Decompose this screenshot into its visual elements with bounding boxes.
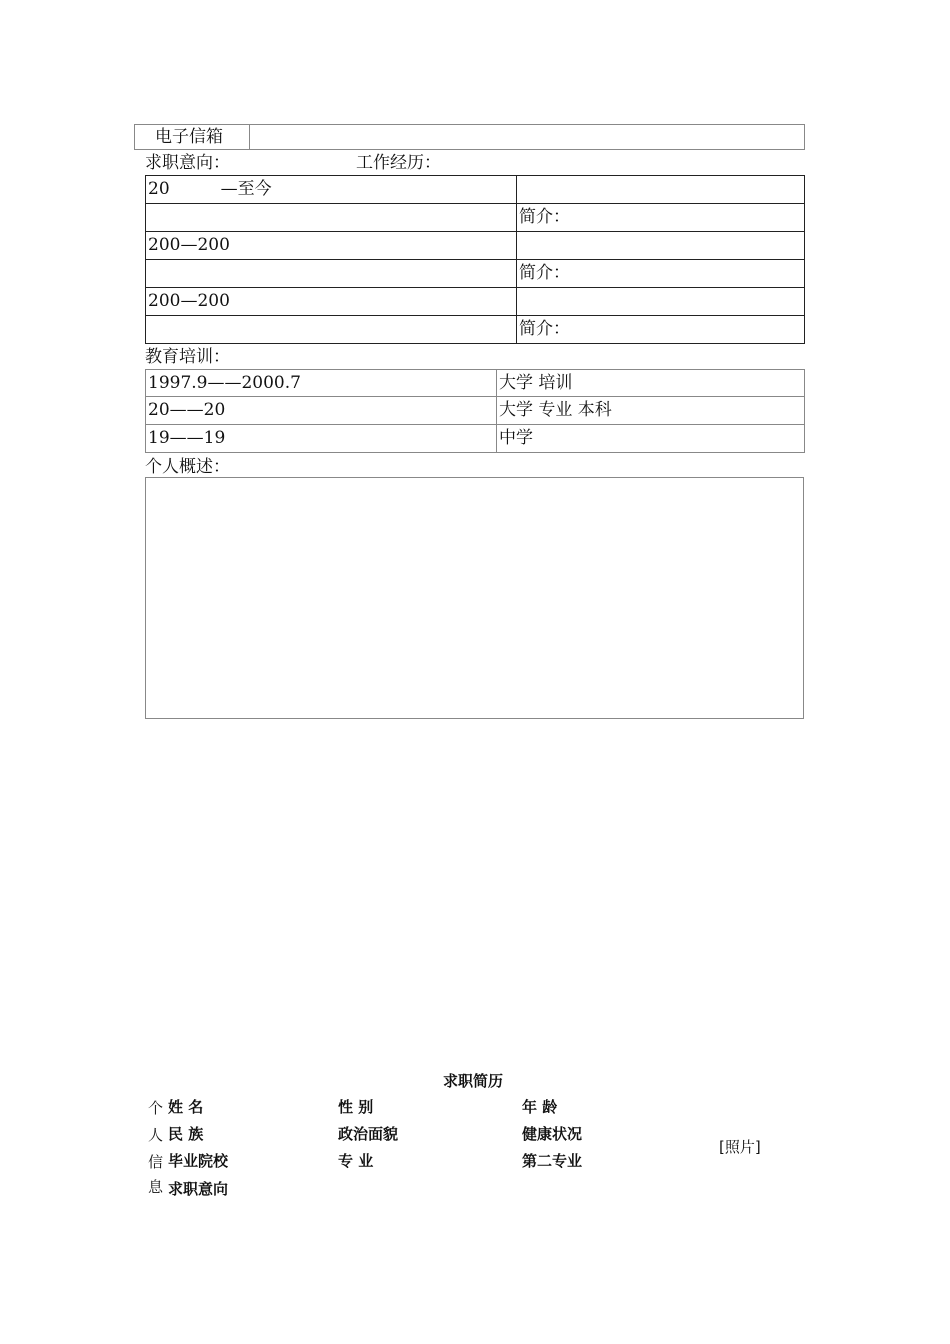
- side-label-char: 个: [148, 1099, 164, 1117]
- personal-summary-text: [146, 478, 803, 490]
- work-entry-company: [517, 288, 804, 315]
- job-intention-field-label: 求职意向: [168, 1180, 229, 1198]
- work-entry-detail: [146, 204, 516, 231]
- side-label-char: 人: [148, 1126, 164, 1144]
- resume-title: 求职简历: [443, 1072, 504, 1090]
- personal-summary-label: 个人概述：: [145, 457, 230, 477]
- email-row-divider: [249, 124, 250, 149]
- work-entry-detail: [146, 316, 516, 343]
- work-entry-period: 200—200: [148, 291, 230, 311]
- edu-table-line: [145, 452, 805, 453]
- work-entry-period: 20 —至今: [148, 179, 272, 199]
- work-entry-period: 200—200: [148, 235, 230, 255]
- political-status-field-label: 政治面貌: [338, 1125, 399, 1143]
- second-major-field-label: 第二专业: [522, 1152, 583, 1170]
- work-entry-detail: [146, 260, 516, 287]
- personal-summary-box[interactable]: [145, 477, 804, 719]
- email-row-left-border: [134, 124, 135, 149]
- work-entry-company: [517, 176, 804, 203]
- health-field-label: 健康状况: [522, 1125, 583, 1143]
- gender-field-label: 性 别: [338, 1098, 374, 1116]
- edu-description: 大学 专业 本科: [499, 400, 612, 420]
- work-entry-company: [517, 232, 804, 259]
- work-table-line: [804, 175, 805, 343]
- side-label-char: 息: [148, 1178, 164, 1196]
- edu-description: 大学 培训: [499, 373, 573, 393]
- edu-period: 1997.9——2000.7: [148, 373, 301, 393]
- job-intention-label: 求职意向：: [145, 153, 230, 173]
- work-entry-intro-label: 简介：: [519, 319, 570, 339]
- edu-description: 中学: [499, 428, 533, 448]
- email-label: 电子信箱: [155, 127, 223, 147]
- work-entry-intro-label: 简介：: [519, 207, 570, 227]
- edu-period: 19——19: [148, 428, 226, 448]
- photo-placeholder: [照片]: [719, 1138, 761, 1156]
- school-field-label: 毕业院校: [168, 1152, 229, 1170]
- work-entry-intro-label: 简介：: [519, 263, 570, 283]
- work-experience-label: 工作经历：: [356, 153, 441, 173]
- major-field-label: 专 业: [338, 1152, 374, 1170]
- email-row-right-border: [804, 124, 805, 149]
- edu-period: 20——20: [148, 400, 226, 420]
- edu-table-line: [804, 369, 805, 452]
- name-field-label: 姓 名: [168, 1098, 204, 1116]
- education-label: 教育培训：: [145, 347, 230, 367]
- ethnicity-field-label: 民 族: [168, 1125, 204, 1143]
- email-row-top-border: [134, 124, 805, 125]
- work-table-line: [145, 343, 805, 344]
- email-row-bottom-border: [134, 149, 805, 150]
- side-label-char: 信: [148, 1153, 164, 1171]
- age-field-label: 年 龄: [522, 1098, 558, 1116]
